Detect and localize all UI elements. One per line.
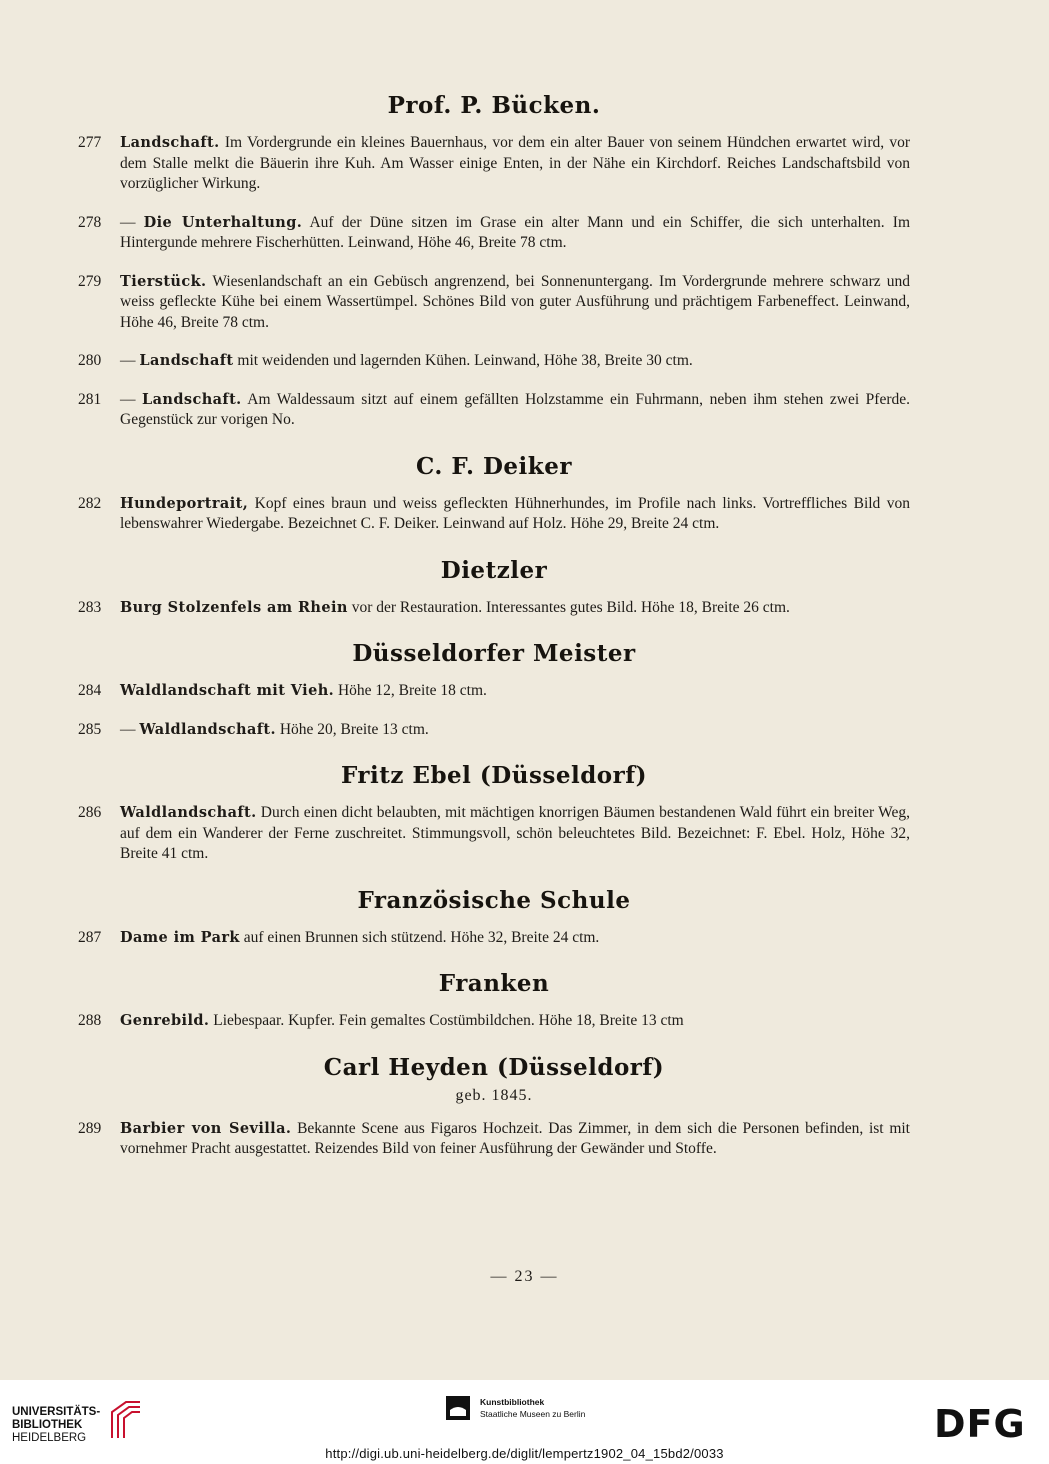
entry-text: Wiesenlandschaft an ein Gebüsch angrenzend, bei Sonnenuntergang. Im Vordergrunde mehrere schwarz und weiss gefleckte Kühe bei einem Wassertümpel. Schönes Bild von guter Ausführung und prächtigem Farbeneffect. Leinwand, Höhe 46, Breite 78 ctm. — [120, 272, 910, 331]
entry-text: mit weidenden und lagernden Kühen. Leinwand, Höhe 38, Breite 30 ctm. — [233, 352, 693, 369]
kb-line1: Kunstbibliothek — [480, 1397, 545, 1407]
artist-heading: Fritz Ebel (Düsseldorf) — [340, 762, 648, 789]
entry-number: 279 — [78, 272, 102, 290]
entry-text: Höhe 12, Breite 18 ctm. — [334, 682, 487, 699]
catalog-entry — [78, 1011, 910, 1032]
catalog-entry — [78, 213, 910, 254]
dfg-logo[interactable]: DFG — [934, 1402, 1026, 1446]
entry-title: Genrebild. — [120, 1012, 210, 1029]
catalog-entry — [78, 720, 910, 741]
entry-title: Hundeportrait, — [120, 494, 249, 512]
entry-dash: — — [120, 213, 144, 231]
entry-title: Dame im Park — [120, 928, 240, 946]
entry-number: 281 — [78, 390, 102, 408]
ub-heidelberg-logo[interactable] — [12, 1406, 100, 1445]
catalog-entry — [78, 133, 910, 195]
entry-title: Waldlandschaft mit Vieh. — [120, 682, 335, 699]
entry-title: Burg Stolzenfels am Rhein — [120, 598, 348, 616]
catalog-entry — [78, 928, 910, 949]
artist-birth-note: geb. 1845. — [455, 1086, 533, 1104]
ub-logo-line3: HEIDELBERG — [12, 1432, 87, 1444]
entry-title: Waldlandschaft. — [120, 804, 257, 821]
catalog-entry — [78, 681, 910, 702]
entry-text: Am Waldessaum sitzt auf einem gefällten Holzstamme ein Fuhrmann, neben ihm stehen zwei Pferde. Gegenstück zur vorigen No. — [120, 390, 910, 428]
entry-dash: — — [120, 390, 143, 408]
artist-heading: C. F. Deiker — [416, 452, 572, 480]
artist-heading: Franken — [438, 970, 550, 997]
ub-logo-line1: UNIVERSITÄTS- — [12, 1406, 101, 1418]
entry-title: Tierstück. — [120, 272, 207, 290]
kb-line2: Staatliche Museen zu Berlin — [480, 1409, 586, 1419]
entry-dash: — — [120, 352, 140, 369]
entry-title: Waldlandschaft. — [139, 720, 276, 738]
catalog-entry — [78, 803, 910, 865]
catalog-entry — [78, 351, 910, 372]
catalog-entry — [78, 272, 910, 334]
digitization-footer — [0, 1380, 1049, 1464]
entry-text: vor der Restauration. Interessantes gutes Bild. Höhe 18, Breite 26 ctm. — [347, 598, 790, 616]
artist-heading: Prof. P. Bücken. — [387, 92, 601, 119]
entry-text: auf einen Brunnen sich stützend. Höhe 32, Breite 24 ctm. — [239, 928, 600, 946]
entry-number: 287 — [78, 928, 102, 946]
kunstbibliothek-label[interactable] — [480, 1396, 585, 1420]
catalog-entry — [78, 494, 910, 535]
entry-title: Landschaft — [139, 352, 234, 369]
entry-dash: — — [120, 720, 140, 738]
artist-heading: Französische Schule — [357, 886, 631, 914]
ub-bracket-icon — [108, 1398, 144, 1440]
entry-number: 284 — [78, 682, 102, 699]
catalog-entry — [78, 1119, 910, 1160]
entry-number: 288 — [78, 1012, 102, 1029]
entry-number: 277 — [78, 134, 102, 151]
entry-title: Landschaft. — [120, 134, 220, 151]
entry-text: Bekannte Scene aus Figaros Hochzeit. Das Zimmer, in dem sich die Personen befinden, ist mit vornehmer Pracht ausgestattet. Reizendes Bild von feiner Ausführung der Gewänder und Stoffe. — [120, 1119, 910, 1157]
entry-number: 283 — [78, 598, 102, 616]
entry-title: Landschaft. — [142, 390, 242, 408]
entry-text: Höhe 20, Breite 13 ctm. — [275, 720, 429, 738]
entry-number: 285 — [78, 720, 102, 738]
entry-text: Liebespaar. Kupfer. Fein gemaltes Costümbildchen. Höhe 18, Breite 13 ctm — [209, 1012, 684, 1029]
catalog-entry — [78, 390, 910, 431]
entry-text: Im Vordergrunde ein kleines Bauernhaus, vor dem ein alter Bauer von seinem Hündchen erwartet wird, vor dem Stalle melkt die Bäuerin ihre Kuh. Am Wasser einige Enten, in der Nähe ein Kirchdorf. Reiches Landschaftsbild von vorzüglicher Wirkung. — [120, 134, 910, 192]
page-number: — 23 — — [490, 1268, 559, 1285]
artist-heading: Dietzler — [440, 556, 548, 584]
entry-text: Durch einen dicht belaubten, mit mächtigen knorrigen Bäumen bestandenen Wald führt ein breiter Weg, auf dem ein Wanderer der Ferne zuschreitet. Stimmungsvoll, schön beleuchtetes Bild. Bezeichnet: F. Ebel. Holz, Höhe 32, Breite 41 ctm. — [120, 804, 910, 862]
permalink-url[interactable]: http://digi.ub.uni-heidelberg.de/diglit/lempertz1902_04_15bd2/0033 — [325, 1446, 724, 1461]
catalog-content — [78, 78, 910, 1160]
entry-title: Barbier von Sevilla. — [120, 1119, 292, 1137]
entry-number: 286 — [78, 804, 102, 821]
entry-number: 280 — [78, 352, 102, 369]
ub-logo-line2: BIBLIOTHEK — [12, 1419, 83, 1431]
artist-heading: Düsseldorfer Meister — [352, 640, 636, 667]
artist-heading: Carl Heyden (Düsseldorf) — [323, 1053, 665, 1081]
kunstbibliothek-logo-icon — [444, 1394, 474, 1424]
entry-number: 282 — [78, 494, 102, 512]
catalog-entry — [78, 598, 910, 619]
entry-number: 289 — [78, 1119, 102, 1137]
entry-title: Die Unterhaltung. — [143, 213, 303, 231]
entry-text: Kopf eines braun und weiss gefleckten Hühnerhundes, im Profile nach links. Vortreffliches Bild von lebenswahrer Wiedergabe. Bezeichnet C. F. Deiker. Leinwand auf Holz. Höhe 29, Breite 24 ctm. — [120, 494, 910, 532]
entry-number: 278 — [78, 213, 102, 231]
entry-text: Auf der Düne sitzen im Grase ein alter Mann und ein Schiffer, die sich unterhalten. Im Hintergunde mehrere Fischerhütten. Leinwand, Höhe 46, Breite 78 ctm. — [120, 213, 910, 251]
